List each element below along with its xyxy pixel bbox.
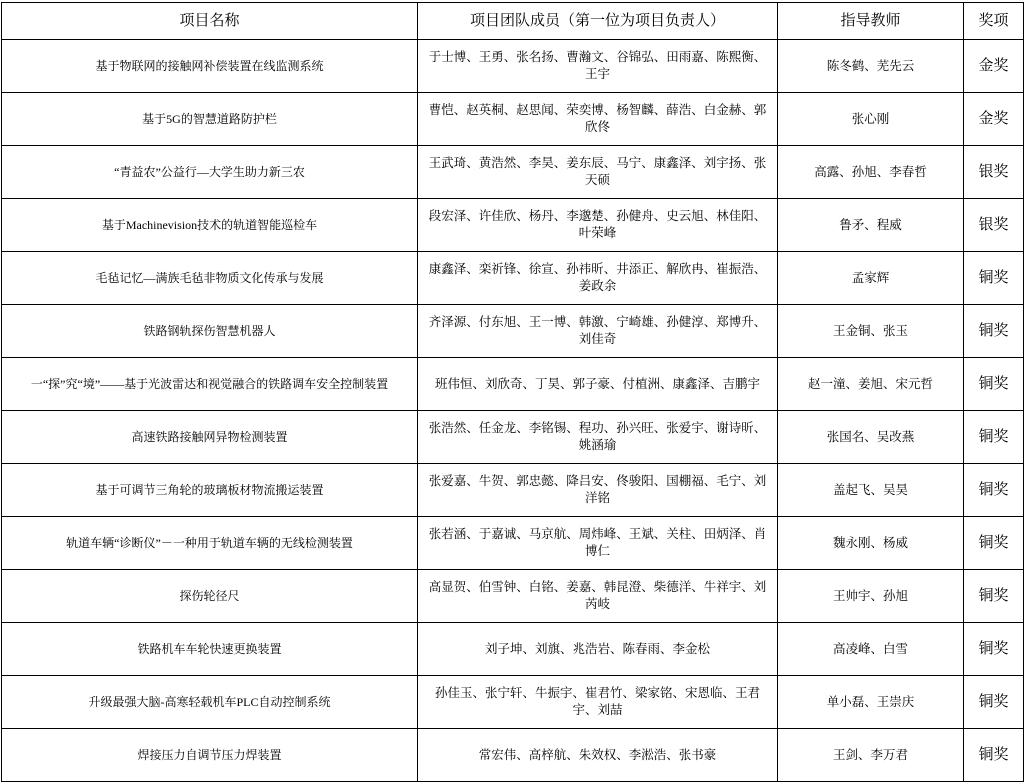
cell-team-members: 齐泽源、付东旭、王一博、韩激、宁崎雄、孙健淳、郑博升、刘佳奇 <box>418 305 778 358</box>
cell-project-name: 高速铁路接触网异物检测装置 <box>2 411 418 464</box>
cell-team-members: 张若涵、于嘉诚、马京航、周炜峰、王斌、关柱、田炳泽、肖博仁 <box>418 517 778 570</box>
table-row <box>2 464 1024 517</box>
cell-team-members: 王武琦、黄浩然、李昊、姜东辰、马宁、康鑫泽、刘宇扬、张天硕 <box>418 146 778 199</box>
cell-award: 金奖 <box>964 93 1024 146</box>
cell-mentor: 单小磊、王崇庆 <box>778 676 964 729</box>
cell-project-name: 铁路钢轨探伤智慧机器人 <box>2 305 418 358</box>
table-row <box>2 199 1024 252</box>
cell-award: 铜奖 <box>964 252 1024 305</box>
cell-mentor: 王帅宇、孙旭 <box>778 570 964 623</box>
table-row <box>2 40 1024 93</box>
cell-mentor: 张国名、吴改燕 <box>778 411 964 464</box>
table-row <box>2 411 1024 464</box>
column-header-project-name: 项目名称 <box>2 3 418 40</box>
column-header-mentor: 指导教师 <box>778 3 964 40</box>
cell-project-name: 升级最强大脑-高寒轻载机车PLC自动控制系统 <box>2 676 418 729</box>
cell-award: 银奖 <box>964 199 1024 252</box>
cell-project-name: 探伤轮径尺 <box>2 570 418 623</box>
cell-project-name: 铁路机车车轮快速更换装置 <box>2 623 418 676</box>
cell-mentor: 魏永刚、杨威 <box>778 517 964 570</box>
cell-mentor: 王金铜、张玉 <box>778 305 964 358</box>
cell-award: 铜奖 <box>964 358 1024 411</box>
table-row <box>2 570 1024 623</box>
table-row <box>2 623 1024 676</box>
column-header-award: 奖项 <box>964 3 1024 40</box>
table-row <box>2 305 1024 358</box>
cell-award: 银奖 <box>964 146 1024 199</box>
cell-team-members: 张爱嘉、牛贺、郭忠懿、降吕安、佟骏阳、国棚福、毛宁、刘洋铭 <box>418 464 778 517</box>
cell-team-members: 于士博、王勇、张名扬、曹瀚文、谷锦弘、田雨嘉、陈熙衡、王宇 <box>418 40 778 93</box>
cell-mentor: 高凌峰、白雪 <box>778 623 964 676</box>
cell-project-name: 毛毡记忆—满族毛毡非物质文化传承与发展 <box>2 252 418 305</box>
table-row <box>2 676 1024 729</box>
cell-award: 铜奖 <box>964 517 1024 570</box>
cell-award: 铜奖 <box>964 305 1024 358</box>
table-header-row <box>2 3 1024 40</box>
cell-team-members: 段宏泽、许佳欣、杨丹、李邈楚、孙健舟、史云旭、林佳阳、叶荣峰 <box>418 199 778 252</box>
table-header <box>2 3 1024 40</box>
cell-award: 铜奖 <box>964 411 1024 464</box>
cell-mentor: 张心刚 <box>778 93 964 146</box>
cell-award: 铜奖 <box>964 464 1024 517</box>
cell-mentor: 王剑、李万君 <box>778 729 964 782</box>
cell-project-name: 基于物联网的接触网补偿装置在线监测系统 <box>2 40 418 93</box>
cell-mentor: 陈冬鹤、芜先云 <box>778 40 964 93</box>
cell-project-name: “青益农”公益行—大学生助力新三农 <box>2 146 418 199</box>
table-row <box>2 93 1024 146</box>
cell-mentor: 赵一潼、姜旭、宋元哲 <box>778 358 964 411</box>
table-row <box>2 252 1024 305</box>
cell-team-members: 班伟恒、刘欣奇、丁昊、郭子豪、付植洲、康鑫泽、吉鹏宇 <box>418 358 778 411</box>
table-row <box>2 358 1024 411</box>
cell-team-members: 常宏伟、高梓航、朱效权、李淞浩、张书豪 <box>418 729 778 782</box>
cell-team-members: 高显贺、伯雪钟、白铭、姜嘉、韩昆澄、柴德洋、牛祥宇、刘芮岐 <box>418 570 778 623</box>
cell-mentor: 鲁矛、程威 <box>778 199 964 252</box>
table-row <box>2 146 1024 199</box>
cell-team-members: 刘子坤、刘旗、兆浩岩、陈春雨、李金松 <box>418 623 778 676</box>
table-row <box>2 729 1024 782</box>
cell-project-name: 基于Machinevision技术的轨道智能巡检车 <box>2 199 418 252</box>
cell-team-members: 孙佳玉、张宁轩、牛振宇、崔君竹、梁家铭、宋恩临、王君宇、刘喆 <box>418 676 778 729</box>
cell-mentor: 盖起飞、吴昊 <box>778 464 964 517</box>
cell-team-members: 曹恺、赵英桐、赵思闻、荣奕博、杨智麟、薛浩、白金赫、郭欣佟 <box>418 93 778 146</box>
cell-project-name: 轨道车辆“诊断仪”－一种用于轨道车辆的无线检测装置 <box>2 517 418 570</box>
award-table <box>1 2 1024 782</box>
cell-team-members: 张浩然、任金龙、李铭锡、程功、孙兴旺、张爱宇、谢诗昕、姚涵瑜 <box>418 411 778 464</box>
cell-project-name: 基于可调节三角轮的玻璃板材物流搬运装置 <box>2 464 418 517</box>
cell-mentor: 孟家辉 <box>778 252 964 305</box>
cell-project-name: 一“探”究“境”——基于光波雷达和视觉融合的铁路调车安全控制装置 <box>2 358 418 411</box>
cell-award: 铜奖 <box>964 729 1024 782</box>
cell-award: 铜奖 <box>964 570 1024 623</box>
cell-award: 铜奖 <box>964 623 1024 676</box>
cell-award: 铜奖 <box>964 676 1024 729</box>
table-body <box>2 40 1024 782</box>
table-row <box>2 517 1024 570</box>
cell-mentor: 高露、孙旭、李春哲 <box>778 146 964 199</box>
column-header-team-members: 项目团队成员（第一位为项目负责人） <box>418 3 778 40</box>
cell-award: 金奖 <box>964 40 1024 93</box>
cell-team-members: 康鑫泽、栾祈锋、徐宣、孙祎昕、井添正、解欣冉、崔振浩、姜政余 <box>418 252 778 305</box>
cell-project-name: 焊接压力自调节压力焊装置 <box>2 729 418 782</box>
cell-project-name: 基于5G的智慧道路防护栏 <box>2 93 418 146</box>
